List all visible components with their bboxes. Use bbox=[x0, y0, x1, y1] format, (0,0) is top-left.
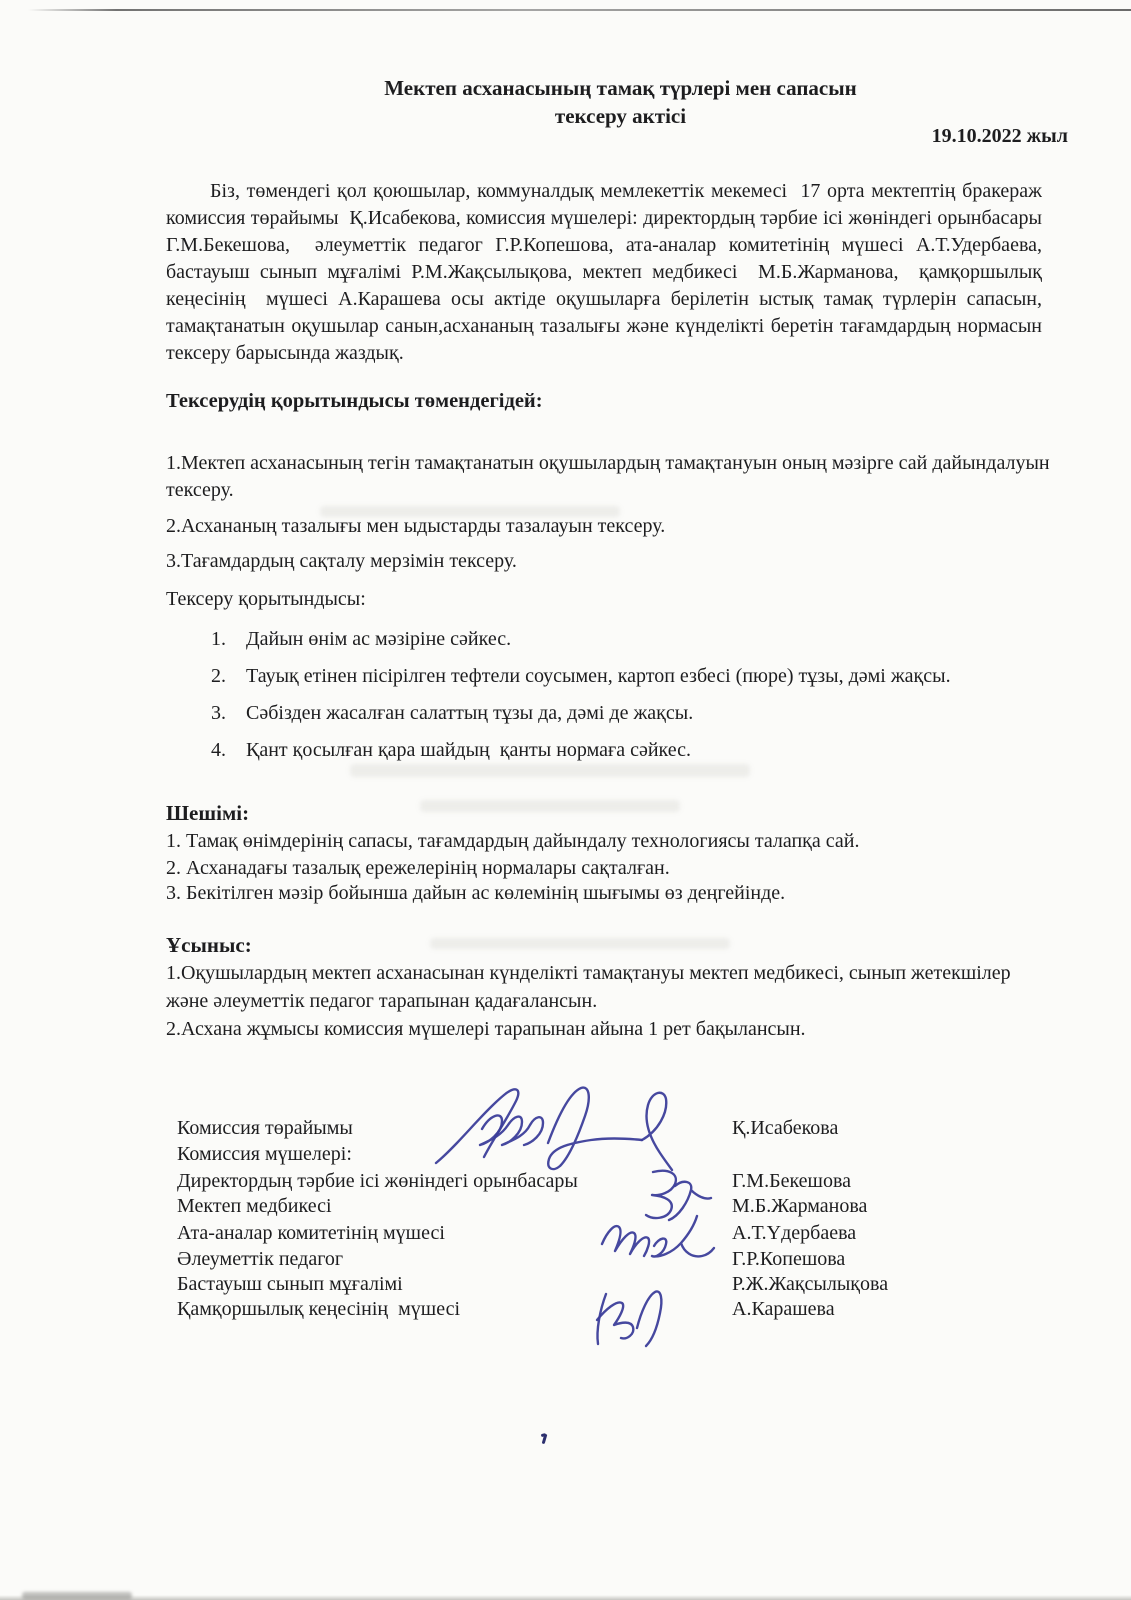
list-number: 2. bbox=[211, 665, 226, 687]
signature-role-label: Ата-аналар комитетінің мүшесі bbox=[177, 1222, 445, 1244]
handwritten-signature-chairman bbox=[430, 1083, 675, 1175]
list-number: 3. bbox=[211, 702, 226, 724]
signature-name: Қ.Исабекова bbox=[732, 1117, 839, 1139]
scan-bleedthrough-artifact bbox=[350, 764, 750, 777]
results-heading: Тексерудің қорытындысы төмендегідей: bbox=[166, 390, 543, 412]
title-line-1: Мектеп асханасының тамақ түрлері мен сапасын bbox=[384, 76, 857, 100]
signature-role-label: Комиссия мүшелері: bbox=[177, 1143, 352, 1165]
conclusion-item bbox=[211, 700, 1061, 727]
decision-item: 3. Бекітілген мәзір бойынша дайын ас көлемінің шығымы өз деңгейінде. bbox=[166, 882, 786, 904]
conclusion-item bbox=[211, 737, 1061, 764]
check-item: 3.Тағамдардың сақталу мерзімін тексеру. bbox=[166, 550, 517, 572]
signature-name: М.Б.Жарманова bbox=[732, 1195, 868, 1217]
decision-item: 1. Тамақ өнімдерінің сапасы, тағамдардың дайындалу технологиясы талапқа сай. bbox=[166, 830, 860, 852]
signature-role-label: Қамқоршылық кеңесінің мүшесі bbox=[177, 1298, 460, 1320]
list-number: 4. bbox=[211, 739, 226, 761]
handwritten-signature-guardian-council bbox=[590, 1286, 670, 1350]
signature-name: А.Карашева bbox=[732, 1298, 835, 1320]
signature-role-label: Бастауыш сынып мұғалімі bbox=[177, 1273, 403, 1295]
signature-role-label: Комиссия төрайымы bbox=[177, 1117, 353, 1139]
list-number: 1. bbox=[211, 628, 226, 650]
document-title bbox=[110, 74, 1131, 130]
conclusion-item bbox=[211, 626, 1061, 653]
ink-mark bbox=[542, 1434, 548, 1444]
signature-role-label: Директордың тәрбие ісі жөніндегі орынбасары bbox=[177, 1170, 578, 1192]
check-item: 2.Асхананың тазалығы мен ыдыстарды тазалауын тексеру. bbox=[166, 515, 666, 537]
scan-bottom-blot bbox=[22, 1592, 132, 1599]
document-date: 19.10.2022 жыл bbox=[931, 125, 1068, 147]
signature-name: Г.Р.Копешова bbox=[732, 1248, 846, 1270]
scan-bottom-edge bbox=[0, 1595, 1131, 1600]
list-text: Сәбізден жасалған салаттың тұзы да, дәмі де жақсы. bbox=[246, 702, 694, 724]
handwritten-signature-parent-committee bbox=[596, 1210, 716, 1262]
list-text: Дайын өнім ас мәзіріне сәйкес. bbox=[246, 628, 512, 650]
title-line-2: тексеру актісі bbox=[554, 104, 687, 128]
signature-role-label: Әлеуметтік педагог bbox=[177, 1248, 344, 1270]
check-item: 1.Мектеп асханасының тегін тамақтанатын оқушылардың тамақтануын оның мәзірге сай дайындалуын тексеру. bbox=[166, 452, 1055, 501]
signature-role-label: Мектеп медбикесі bbox=[177, 1195, 332, 1217]
proposal-heading: Ұсыныс: bbox=[166, 933, 252, 957]
proposal-item: 2.Асхана жұмысы комиссия мүшелері тарапынан айына 1 рет бақылансын. bbox=[166, 1018, 806, 1040]
list-text: Қант қосылған қара шайдың қанты нормаға сәйкес. bbox=[246, 739, 691, 761]
list-text: Тауық етінен пісірілген тефтели соусымен, картоп езбесі (пюре) тұзы, дәмі жақсы. bbox=[246, 665, 951, 687]
scan-edge-line bbox=[28, 9, 1131, 11]
signature-name: А.Т.Үдербаева bbox=[732, 1222, 857, 1244]
decision-item: 2. Асханадағы тазалық ережелерінің нормалары сақталған. bbox=[166, 857, 670, 879]
conclusion-item bbox=[211, 663, 1061, 690]
intro-paragraph: Біз, төмендегі қол қоюшылар, коммуналдық мемлекеттік мекемесі 17 орта мектептің бракераж комиссия төрайымы Қ.Исабекова, комиссия мүшелері: директордың тәрбие ісі жөніндегі орынбасары Г.М.Бекешова, әлеуметтік педагог Г.Р.Копешова, ата-аналар комитетінің мүшесі А.Т.Удербаева, бастауыш сынып мұғалімі Р.М.Жақсылықова, мектеп медбикесі М.Б.Жарманова, қамқоршылық кеңесінің мүшесі А.Карашева осы актіде оқушыларға берілетін ыстық тамақ түрлерін сапасын, тамақтанатын оқушылар санын,асхананың тазалығы және күнделікті беретін тағамдардың нормасын тексеру барысында жаздық. bbox=[166, 180, 1052, 364]
conclusion-heading: Тексеру қорытындысы: bbox=[166, 588, 366, 610]
proposal-item: 1.Оқушылардың мектеп асханасынан күнделікті тамақтануы мектеп медбикесі, сынып жетекшілер және әлеуметтік педагог тарапынан қадағалансын. bbox=[166, 962, 1016, 1012]
signature-name: Г.М.Бекешова bbox=[732, 1170, 852, 1192]
decision-heading: Шешімі: bbox=[166, 801, 250, 825]
scan-bleedthrough-artifact bbox=[320, 506, 620, 517]
scan-bleedthrough-artifact bbox=[420, 800, 680, 812]
scan-bleedthrough-artifact bbox=[430, 938, 730, 949]
signature-name: Р.Ж.Жақсылықова bbox=[732, 1273, 889, 1295]
